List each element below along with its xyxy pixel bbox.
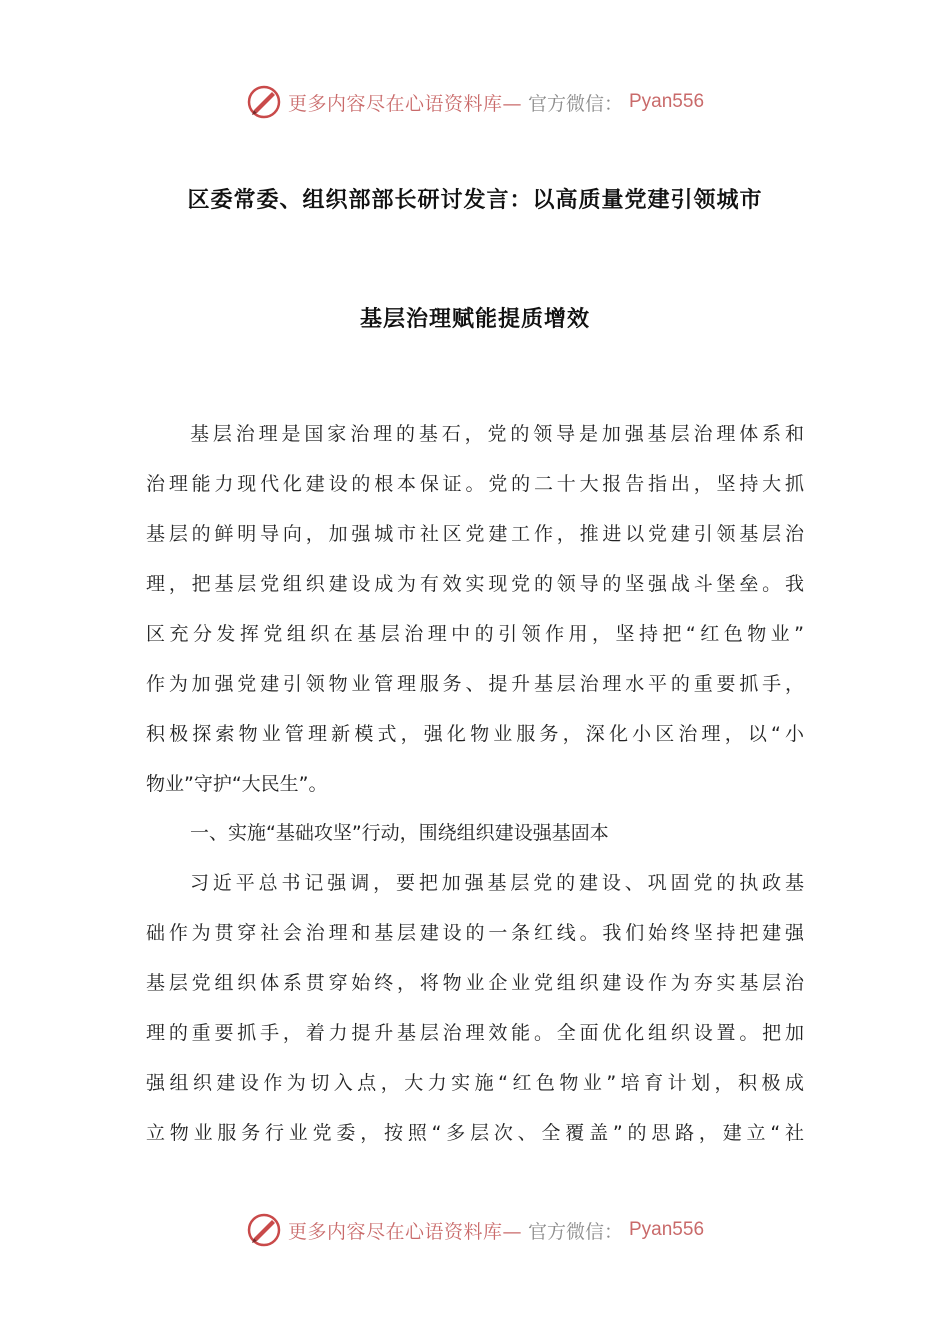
body-line: 区充分发挥党组织在基层治理中的引领作用，坚持把“红色物业” bbox=[146, 623, 804, 645]
document-title-line-2: 基层治理赋能提质增效 bbox=[359, 307, 590, 332]
banner-wechat-id: Pyan556 bbox=[629, 1219, 705, 1240]
banner-wechat-label: 官方微信： bbox=[527, 1220, 623, 1243]
body-line: 立物业服务行业党委，按照“多层次、全覆盖”的思路，建立“社 bbox=[146, 1122, 804, 1144]
body-line: 作为加强党建引领物业管理服务、提升基层治理水平的重要抓手， bbox=[146, 673, 804, 695]
pen-circle-logo-icon bbox=[246, 84, 282, 120]
banner-wechat-id: Pyan556 bbox=[629, 91, 705, 112]
body-line: 基层治理是国家治理的基石，党的领导是加强基层治理体系和 bbox=[190, 423, 804, 445]
body-line: 理的重要抓手，着力提升基层治理效能。全面优化组织设置。把加 bbox=[146, 1022, 804, 1044]
document-title-line-1: 区委常委、组织部部长研讨发言：以高质量党建引领城市 bbox=[187, 188, 763, 213]
pen-circle-logo-icon bbox=[246, 1212, 282, 1248]
section-heading: 一、实施“基础攻坚”行动，围绕组织建设强基固本 bbox=[190, 822, 609, 844]
body-line: 积极探索物业管理新模式，强化物业服务，深化小区治理，以“小 bbox=[146, 723, 804, 745]
body-line: 基层党组织体系贯穿始终，将物业企业党组织建设作为夯实基层治 bbox=[146, 972, 804, 994]
body-line: 础作为贯穿社会治理和基层建设的一条红线。我们始终坚持把建强 bbox=[146, 922, 804, 944]
banner-text: 更多内容尽在心语资料库— bbox=[287, 1220, 522, 1243]
body-line: 治理能力现代化建设的根本保证。党的二十大报告指出，坚持大抓 bbox=[146, 473, 804, 495]
body-line: 物业”守护“大民生”。 bbox=[146, 773, 328, 795]
body-line: 强组织建设作为切入点，大力实施“红色物业”培育计划，积极成 bbox=[146, 1072, 804, 1094]
banner-wechat-label: 官方微信： bbox=[527, 92, 623, 115]
body-line: 基层的鲜明导向，加强城市社区党建工作，推进以党建引领基层治 bbox=[146, 523, 804, 545]
body-line: 习近平总书记强调，要把加强基层党的建设、巩固党的执政基 bbox=[190, 872, 804, 894]
banner-text: 更多内容尽在心语资料库— bbox=[287, 92, 522, 115]
watermark-banner-top bbox=[0, 80, 950, 124]
watermark-banner-bottom bbox=[0, 1208, 950, 1252]
body-line: 理，把基层党组织建设成为有效实现党的领导的坚强战斗堡垒。我 bbox=[146, 573, 804, 595]
